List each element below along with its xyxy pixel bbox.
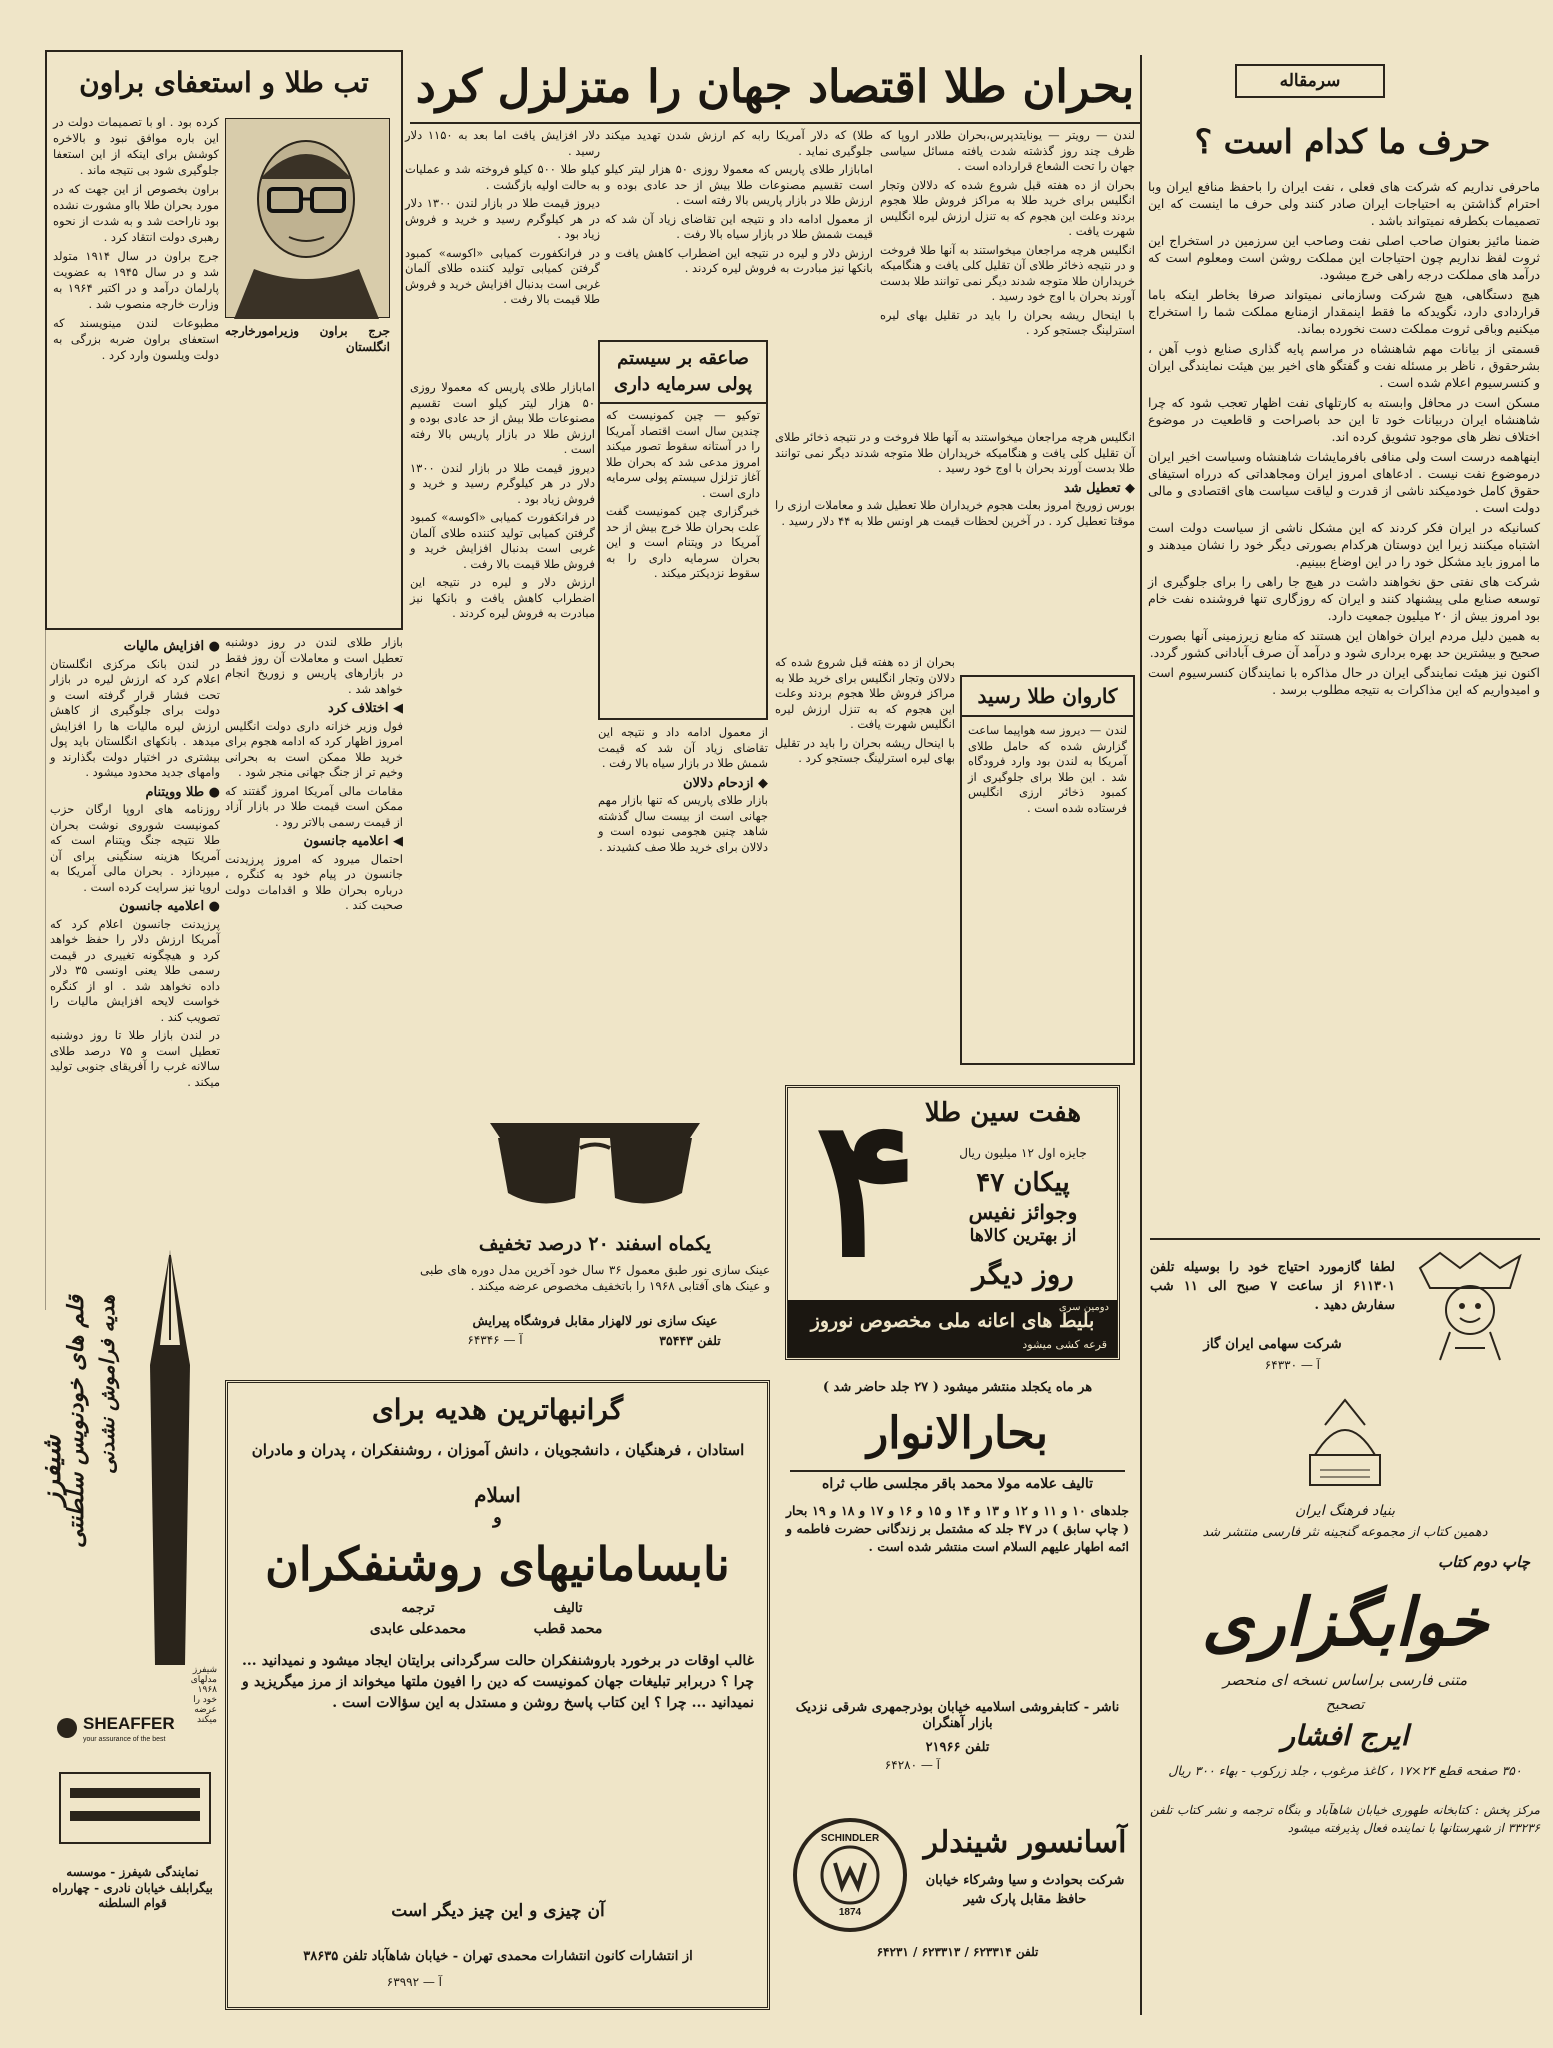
schindler-phones: تلفن ۶۲۳۳۱۴ / ۶۲۳۳۱۳ / ۶۴۲۳۱ xyxy=(876,1945,1039,1959)
schindler-title: آسانسور شیندلر xyxy=(923,1825,1127,1860)
sunglasses-illustration xyxy=(480,1093,710,1223)
brown-article-text xyxy=(53,114,219,564)
glasses-ad xyxy=(410,1085,780,1360)
book-price-line: ۳۵۰ صفحه قطع ۲۴×۱۷ ، کاغذ مرغوب ، جلد زرکوب - بهاء ۳۰۰ ریال xyxy=(1168,1763,1522,1778)
brown-photo-caption: جرج براون وزیرامورخارجه انگلستان xyxy=(225,324,390,354)
schindler-logo-year: 1874 xyxy=(838,1907,862,1918)
headline-story-col3 xyxy=(405,128,600,368)
left-section-title: ● اعلامیه جانسون xyxy=(119,899,220,914)
lottery-ad xyxy=(785,1076,1120,1360)
pen-line2: قلم های خودنویس سلطنتی xyxy=(63,1295,89,1548)
glasses-phone: تلفن ۳۵۴۴۳ xyxy=(659,1333,721,1348)
bonyad-logo-icon xyxy=(1275,1395,1415,1495)
headline-story-col1 xyxy=(880,128,1135,428)
editorial-paragraph: قسمتی از بیانات مهم شاهنشاه در مراسم پایه گذاری صنایع ذوب آهن ، بشرحقوق ، ناظر بر مسئله نفت و گفتگو های اخیر بین هیئت نمایندگی ایران و کنسرسیوم اعلام شده است . xyxy=(1148,341,1540,390)
capitalism-text xyxy=(600,404,766,589)
middle-col-b xyxy=(598,725,768,1070)
middle-paragraph: امابازار طلای پاریس که معمولا روزی ۵۰ هزار لیتر کیلو است تقسیم مصنوعات طلا بیش از حد عادی بوده و ارزش طلا در بازار پاریس بالا رفته است . xyxy=(410,380,595,456)
brown-photo xyxy=(225,118,390,318)
schindler-address: شرکت بحوادث و سیا وشرکاء خیابان حافظ مقابل پارک شیر xyxy=(925,1873,1125,1907)
left-story-text: فول وزیر خزانه داری دولت انگلیس امروز اظهار کرد که ادامه هجوم برای خرید طلا ممکن است به بحرانی وخیم تر از جنگ جهانی منجر شود . xyxy=(225,718,403,779)
middle-paragraph: در فرانکفورت کمیابی «اکوسه» کمبود گرفتن کمیابی تولید کننده طلای آلمان غربی است بدنبال افزایش خرید و فروش طلا قیمت بالا رفت . xyxy=(410,510,595,571)
gift-author-label: تالیف xyxy=(553,1601,583,1616)
editorial-section-label: سرمقاله xyxy=(1279,71,1341,91)
middle-col-c xyxy=(775,655,955,1065)
gift-and: و xyxy=(493,1507,502,1528)
story-paragraph: امابازار طلای پاریس که معمولا روزی ۵۰ هزار لیتر کیلو است تقسیم مصنوعات طلا بیش از حد عادی بوده و ارزش طلا در بازار پاریس بالا رفته است . xyxy=(605,162,874,207)
headline-underline xyxy=(410,122,1140,124)
editorial-title: حرف ما کدام است ؟ xyxy=(1194,122,1491,161)
middle-col-a xyxy=(410,380,595,1070)
schindler-logo-text: SCHINDLER xyxy=(820,1833,880,1844)
left-section-title: ● افزایش مالیات xyxy=(123,639,220,654)
lottery-line1: جایزه اول ۱۲ میلیون ریال xyxy=(959,1146,1087,1160)
gift-author: محمد قطب xyxy=(533,1621,603,1637)
pen-line4: شیفرز مدلهای ۱۹۶۸ خود را عرضه میکند xyxy=(190,1665,217,1725)
book-subtitle: متنی فارسی براساس نسخه ای منحصر xyxy=(1222,1671,1468,1689)
gift-code: آ — ۶۳۹۹۲ xyxy=(386,1975,442,1989)
gas-ad xyxy=(1150,1248,1540,1383)
gas-ad-company: شرکت سهامی ایران گاز xyxy=(1203,1336,1342,1352)
book-publisher: بنیاد فرهنگ ایران xyxy=(1295,1503,1395,1519)
sheaffer-logo xyxy=(55,1710,215,1754)
gas-mascot-illustration xyxy=(1410,1248,1530,1368)
book-editor-label: تصحیح xyxy=(1325,1697,1365,1713)
story-paragraph: دلار افزایش یافت اما بعد به ۱۱۵۰ دلار رسید . xyxy=(405,128,601,158)
reaction-title: ◆ ازدحام دلالان xyxy=(683,775,768,791)
left-section-text: پرزیدنت جانسون اعلام کرد که آمریکا ارزش دلار را حفظ خواهد کرد و هیچگونه تغییری در قیمت رسمی طلا یعنی اونسی ۳۵ دلار داده نخواهد شد . او از کنگره خواست لایحه افزایش مالیات را تصویب کند . xyxy=(50,916,220,1024)
editorial-paragraph: کسانیکه در ایران فکر کردند که این مشکل ناشی از سیاست دولت است اشتباه میکنند زیرا این دوستان هرکدام بصورتی دیگر خود را نشان میدهند و ما امروز باید مشکل خود را در این اوضاع ببینیم. xyxy=(1148,520,1540,569)
pen-slogan: هدیه فراموش نشدنی xyxy=(95,1295,119,1475)
middle-story xyxy=(775,430,1135,650)
sheaffer-dot-icon xyxy=(55,1716,79,1740)
middle-paragraph: بحران از ده هفته قبل شروع شده که دلالان وتجار انگلیس برای خرید طلا به مراکز فروش طلا هجوم بردند وعلت این هجوم که به تنزل ارزش لیره انگلیس شهرت یافت . xyxy=(775,655,955,731)
capitalism-box xyxy=(598,340,768,720)
caravan-title: کاروان طلا رسید xyxy=(962,677,1133,717)
lottery-days: روز دیگر xyxy=(972,1258,1074,1291)
editorial-paragraph: به همین دلیل مردم ایران خواهان این هستند که منابع زیرزمینی آنها بصورت صحیح و بیشترین حد بهره برداری شود و درآمد آن صرف آبادانی کشور گردد. xyxy=(1148,628,1540,660)
gift-translator: محمدعلی عابدی xyxy=(369,1621,467,1637)
left-story-subtitle: ◀ اعلامیه جانسون xyxy=(303,834,403,849)
story-paragraph: ارزش دلار و لیره در نتیجه این اضطراب کاهش یافت و بانکها نیز مبادرت به فروش لیره کردند . xyxy=(605,245,873,275)
portrait-icon xyxy=(224,119,389,319)
story-paragraph: لندن — رویتر — یونایتدپرس،بحران طلادر اروپا که ظرف چند روز گذشته شدت یافته مسائل سیاسی جهان را تحت الشعاع قرارداده است . xyxy=(880,128,1135,173)
story-paragraph: بحران از ده هفته قبل شروع شده که دلالان وتجار انگلیس برای خرید طلا به مراکز فروش طلا هجوم بردند وعلت این هجوم که به تنزل ارزش لیره انگلیس شهرت یافت . xyxy=(880,177,1135,238)
left-column-2 xyxy=(225,635,403,1335)
bihar-author: تالیف علامه مولا محمد باقر مجلسی طاب ثراه xyxy=(821,1476,1093,1492)
editorial-paragraph: شرکت های نفتی حق نخواهند داشت در هیچ جا راهی را برای جلوگیری از توسعه صنایع ملی پیشنهاد کنند و ایران که روزگاری تنها فروشنده نفت خام بود امروز بیش از ۲۰ میلیون جمعیت دارد. xyxy=(1148,574,1540,623)
story-paragraph: در فرانکفورت کمیابی «اکوسه» کمبود گرفتن کمیابی تولید کننده طلای آلمان غربی است بدنبال افزایش خرید و فروش طلا قیمت بالا رفت . xyxy=(405,245,600,306)
bihar-phone: تلفن ۲۱۹۶۶ xyxy=(925,1740,990,1755)
gift-publisher: از انتشارات کانون انتشارات محمدی تهران - خیابان شاهآباد تلفن ۳۸۶۳۵ xyxy=(303,1949,693,1964)
bihar-ad xyxy=(780,1380,1135,1775)
editorial-paragraph: اینهاهمه درست است ولی منافی بافرمایشات شاهنشاه وسیاست اخیر ایران درموضوع نفت نیست . ادعاهای امروز ایران ومجاهداتی که درراه استیفای حقوق کامل خودمیکند ناشی از قدرت و لیاقت سیاست های اقتصادی و مالی دولت است . xyxy=(1148,449,1540,515)
story-paragraph: انگلیس هرچه مراجعان میخواستند به آنها طلا فروخت و در نتیجه ذخائر طلای آن تقلیل کلی یافت و هنگامیکه خریداران طلا متوجه شدند دیگر نمی توانند طلا بدست آورند بحران با اوج خود رسید . xyxy=(880,242,1135,303)
bihar-rule xyxy=(790,1470,1125,1472)
book-title: خوابگزاری xyxy=(1201,1583,1489,1661)
closed-text: بورس زوریخ امروز بعلت هجوم خریداران طلا تعطیل شد و معاملات ارزی را موقتا تعطیل کرد . در آخرین لحظات قیمت هر اونس طلا به ۴۴ دلار رسید . xyxy=(775,498,1135,528)
brown-article xyxy=(45,50,403,630)
middle-paragraph: دیروز قیمت طلا در بازار لندن ۱۳۰۰ دلار در هر کیلوگرم رسید و خرید و فروش زیاد بود . xyxy=(410,460,595,506)
gift-book-ad xyxy=(225,1380,770,2010)
editorial-paragraph: ماحرفی نداریم که شرکت های فعلی ، نفت ایران را باحفظ منافع ایران وبا احترام گذاشتن به احتیاجات ایران صادر کنند ولی حرف ما اینست که این تصمیمات بکطرفه نمیتواند باشد . xyxy=(1148,179,1540,228)
gas-ad-text: لطفا گازمورد احتیاج خود را بوسیله تلفن ۶۱۱۳۰۱ از ساعت ۷ صبح الی ۱۱ شب سفارش دهید . xyxy=(1150,1260,1396,1313)
bihar-publisher: ناشر - کتابفروشی اسلامیه خیابان بوذرجمهری شرقی نزدیک بازار آهنگران xyxy=(795,1700,1120,1731)
lottery-bottom-prefix: دومین سری xyxy=(1058,1302,1109,1313)
bihar-title: بحارالانوار xyxy=(866,1408,1049,1459)
caravan-box xyxy=(960,675,1135,1065)
story-paragraph: کیلو طلا ۵۰۰ کیلو فروخته شد و عملیات به حالت اولیه بازگشت . xyxy=(405,162,600,192)
fountain-pen-icon xyxy=(135,1245,205,1685)
pen-brand-fa: شیفرز xyxy=(37,1435,67,1505)
pen-ad xyxy=(37,1235,220,2015)
capitalism-title: صاعقه بر سیستم پولی سرمایه داری xyxy=(600,342,766,404)
brown-paragraph: جرج براون در سال ۱۹۱۴ متولد شد و در سال ۱۹۴۵ به عضویت پارلمان درآمد و در اکتبر ۱۹۶۴ به وزارت خارجه منصوب شد . xyxy=(53,249,219,311)
gift-closing: آن چیزی و این چیز دیگر است xyxy=(391,1901,605,1921)
gift-islam: اسلام xyxy=(474,1483,521,1507)
main-headline: بحران طلا اقتصاد جهان را متزلزل کرد xyxy=(415,60,1135,113)
reaction-text: بازار طلای پاریس که تنها بازار مهم جهانی است از بیست سال گذشته شاهد چنین هجومی نبوده است و دلالان برای خرید طلا صف کشیدند . xyxy=(598,793,768,854)
editorial-paragraph: ضمنا مائیز بعنوان صاحب اصلی نفت وصاحب این سرزمین در استخراج این ثروت لفظ نداریم چون احتیاجات این مملکت روشن است ومعلوم است که درآمد های مملکت درجه راهی خرج میشود. xyxy=(1148,233,1540,282)
closed-title: ◆ تعطیل شد xyxy=(1063,480,1135,496)
left-section-text: روزنامه های اروپا ارگان حزب کمونیست شوروی نوشت بحران طلا نتیجه جنگ ویتنام است که آمریکا هزینه سنگینی برای آن میپردازد . بحران مالی آمریکا به اروپا نیز سرایت کرده است . xyxy=(50,802,220,894)
editorial-text xyxy=(1148,178,1540,1193)
book-editor: ایرج افشار xyxy=(1281,1719,1409,1752)
editorial-paragraph: هیچ دستگاهی، هیچ شرکت وسازمانی نمیتواند صرفا بخاطر اینکه باما قراردادی دارد، نگویدکه ما فقط اینمقدار ازمنابع مملکت شما را استخراج میکنیم وباقی ثروت مملکت دست نخورده بماند. xyxy=(1148,287,1540,336)
lottery-line3: وجوائز نفیس xyxy=(968,1200,1078,1224)
gift-text: غالب اوقات در برخورد باروشنفکران حالت سرگردانی برایتان ایجاد میشود و نمیدانید ... چرا ؟ دربرابر تبلیغات جهان کمونیست که دین را افیون ملتها میخواند از مرز میگریزید و نمیدانید ... چرا ؟ این کتاب پاسخ روشن و مستدل به این سؤالات است . xyxy=(242,1653,754,1711)
lottery-big-number: ۴ xyxy=(814,1076,918,1299)
gift-book-title: نابسامانیهای روشنفکران xyxy=(265,1537,730,1591)
pen-footer: نمایندگی شیفرز - موسسه بیگرابلف خیابان نادری - چهارراه قوام السلطنه xyxy=(52,1865,213,1910)
headline-story-col2 xyxy=(605,128,873,368)
brown-paragraph: کرده بود . او با تصمیمات دولت در این باره موافق نبود و بالاخره کوشش برای اینکه از این استعفا جلوگیری شود بی نتیجه ماند . xyxy=(53,115,219,177)
editorial-section-label-box xyxy=(1235,64,1385,98)
sheaffer-tagline: your assurance of the best xyxy=(83,1736,166,1743)
capitalism-paragraph: خبرگزاری چین کمونیست گفت علت بحران طلا خرج بیش از حد آمریکا در ویتنام است و این بحران سرمایه داری را به سقوط نزدیکتر میکند . xyxy=(606,504,760,580)
gift-title: گرانبهاترین هدیه برای xyxy=(371,1393,624,1426)
sheaffer-brand: SHEAFFER xyxy=(83,1714,175,1733)
left-section-text: در لندن بانک مرکزی انگلستان اعلام کرد که ارزش لیره در بازار تحت فشار قرار گرفته است و دولت برای جلوگیری از کاهش ارزش لیره مالیات ها را افزایش میدهد . بانکهای انگلستان باید پول بیشتری در اختیار دولت بگذارند و وامهای جدید محدود میشود . xyxy=(50,656,220,779)
bihar-code: آ — ۶۴۲۸۰ xyxy=(884,1758,940,1772)
gift-audience: استادان ، فرهنگیان ، دانشجویان ، دانش آموزان ، روشنفکران ، پدران و مادران xyxy=(251,1441,745,1459)
lottery-bottom: بلیط های اعانه ملی مخصوص نوروز xyxy=(810,1310,1095,1332)
book-footer: مرکز پخش : کتابخانه طهوری خیابان شاهآباد و بنگاه ترجمه و نشر کتاب تلفن ۳۳۲۳۶ از شهرستانها با نماینده فعال پذیرفته میشود xyxy=(1150,1803,1540,1835)
bihar-text: جلدهای ۱۰ و ۱۱ و ۱۲ و ۱۳ و ۱۴ و ۱۵ و ۱۶ و ۱۷ و ۱۸ و ۱۹ بحار ( چاپ سابق ) در ۴۷ جلد که مشتمل بر زندگانی حضرت فاطمه و ائمه اطهار علیهم السلام است منتشر شده است . xyxy=(786,1503,1130,1554)
left-section-text: در لندن بازار طلا تا روز دوشنبه تعطیل است و ۷۵ درصد طلای سالانه غرب را آفریقای جنوبی تولید میکند . xyxy=(50,1028,220,1089)
story-paragraph: طلا) که دلار آمریکا رابه کم ارزش شدن تهدید میکند جلوگیری نماید . xyxy=(605,128,873,158)
caravan-text: لندن — دیروز سه هواپیما ساعت گزارش شده که حامل طلای آمریکا به لندن بود وارد فرودگاه شد . این طلا برای جلوگیری از کمبود ذخائر ارزی انگلیس فرستاده شده است . xyxy=(968,723,1127,815)
left-story-text: بازار طلای لندن در روز دوشنبه تعطیل است و معاملات آن روز فقط در بازارهای پاریس و زوریخ انجام خواهد شد . xyxy=(225,635,403,696)
glasses-address: عینک سازی نور لالهزار مقابل فروشگاه پیرایش xyxy=(472,1313,718,1328)
glasses-headline: یکماه اسفند ۲۰ درصد تخفیف xyxy=(478,1233,712,1255)
gas-ad-code: آ — ۶۴۳۳۰ xyxy=(1264,1358,1320,1372)
brown-article-title: تب طلا و استعفای براون xyxy=(79,66,369,99)
left-section-title: ● طلا وویتنام xyxy=(145,784,220,800)
brown-paragraph: مطبوعات لندن مینویسند که استعفای براون ضربه بزرگی به دولت ویلسون وارد کرد . xyxy=(53,316,219,362)
middle-paragraph: با اینحال ریشه بحران را باید در تقلیل بهای لیره استرلینگ جستجو کرد . xyxy=(775,735,955,765)
book-kicker: چاپ دوم کتاب xyxy=(1438,1553,1530,1571)
story-paragraph: دیروز قیمت طلا در بازار لندن ۱۳۰۰ دلار در هر کیلوگرم رسید و خرید و فروش زیاد بود . xyxy=(405,196,600,241)
frame-rule-right xyxy=(1140,55,1142,2015)
lottery-line4: از بهترین کالاها xyxy=(969,1226,1077,1246)
editorial-bottom-rule xyxy=(1150,1238,1540,1240)
story-paragraph: از معمول ادامه داد و نتیجه این تقاضای زیاد آن شد که قیمت شمش طلا در بازار سیاه بالا رفت . xyxy=(605,211,873,241)
lottery-top: هفت سین طلا xyxy=(924,1098,1082,1128)
middle-paragraph: انگلیس هرچه مراجعان میخواستند به آنها طلا فروخت و در نتیجه ذخائر طلای آن تقلیل کلی یافت و هنگامیکه خریداران طلا متوجه شدند دیگر نمی توانند طلا بدست آورند بحران با اوج خود رسید . xyxy=(775,430,1135,475)
book-ad xyxy=(1150,1395,1540,2015)
middle-paragraph: از معمول ادامه داد و نتیجه این تقاضای زیاد آن شد که قیمت شمش طلا در بازار سیاه بالا رفت . xyxy=(598,725,768,770)
schindler-ad xyxy=(780,1785,1135,2010)
bihar-top: هر ماه یکجلد منتشر میشود ( ۲۷ جلد حاضر شد ) xyxy=(822,1380,1093,1395)
editorial-paragraph: اکنون نیز هیئت نمایندگی ایران در حال مذاکره با نمایندگان کنسرسیوم است و امیدواریم که این مذاکرات به نتیجه مطلوب برسد . xyxy=(1148,665,1540,697)
glasses-text: عینک سازی نور طبق معمول ۳۶ سال خود آخرین مدل دوره های طبی و عینک های آفتابی ۱۹۶۸ را باتخفیف مخصوص عرضه میکند . xyxy=(420,1263,771,1293)
lottery-bottom-band xyxy=(788,1300,1117,1357)
left-story-subtitle: ◀ اختلاف کرد xyxy=(327,701,403,716)
glasses-code: آ — ۶۴۳۴۶ xyxy=(467,1333,523,1347)
left-story-text: مقامات مالی آمریکا امروز گفتند که ممکن است قیمت طلا در بازار آزاد از قیمت رسمی بالاتر رود . xyxy=(225,783,403,829)
middle-paragraph: ارزش دلار و لیره در نتیجه این اضطراب کاهش یافت و بانکها نیز مبادرت به فروش لیره کردند . xyxy=(410,575,595,620)
left-story-text: احتمال میرود که امروز پرزیدنت جانسون در پیام خود به کنگره ، درباره بحران طلا و اقدامات دولت صحبت کند . xyxy=(225,851,403,912)
editorial-paragraph: مسکن است در محافل وابسته به کارتلهای نفت اظهار تعجب شود که چرا شاهنشاه ایران دربیانات خود تا این حد باصراحت و قاطعیت در موضوع اختلاف نظر های موجود تشویق کرده اند. xyxy=(1148,395,1540,444)
story-paragraph: با اینحال ریشه بحران را باید در تقلیل بهای لیره استرلینگ جستجو کرد . xyxy=(880,307,1135,337)
pen-set-illustration xyxy=(55,1763,215,1853)
lottery-bottom-sub: قرعه کشی میشود xyxy=(1022,1338,1107,1351)
lottery-line2: پیکان ۴۷ xyxy=(976,1168,1070,1198)
gift-translator-label: ترجمه xyxy=(401,1601,435,1616)
brown-paragraph: براون بخصوص از این جهت که در مورد بحران طلا بااو مشورت نشده بود ناراحت شد و به شدت از نحوه رهبری دولت انتقاد کرد . xyxy=(53,182,219,244)
capitalism-paragraph: توکیو — چین کمونیست که چندین سال است اقتصاد آمریکا را در آستانه سقوط تصور میکند امروز مدعی شد که بحران طلا آغاز تزلزل سیستم پولی سرمایه داری است . xyxy=(606,408,760,500)
book-publisher-line2: دهمین کتاب از مجموعه گنجینه نثر فارسی منتشر شد xyxy=(1202,1525,1488,1540)
